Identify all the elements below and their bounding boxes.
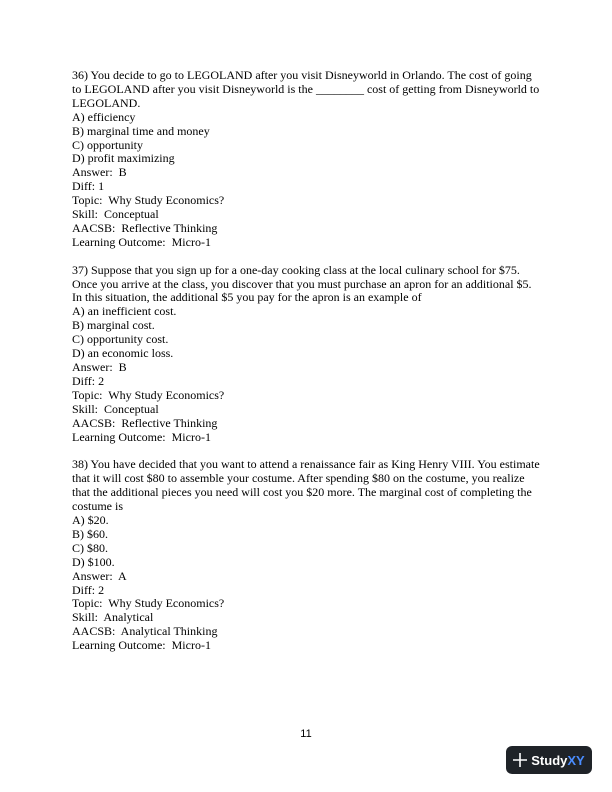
- page-number: 11: [300, 728, 312, 740]
- learning-outcome: Learning Outcome: Micro-1: [72, 638, 211, 653]
- answer-key: Answer: B: [72, 360, 127, 375]
- logo-text-main: Study: [531, 752, 568, 768]
- aacsb: AACSB: Reflective Thinking: [72, 415, 218, 430]
- difficulty: Diff: 2: [72, 373, 105, 388]
- question-stem: 38) You have decided that you want to attend a renaissance fair as King Henry VIII. You estimate that it will cost $80 to assemble your costume. After spending $80 on the costume, you realize that the additional pieces you need will cost you $20 more. The marginal cost of completing the costume is: [72, 457, 540, 514]
- answer-key: Answer: A: [72, 568, 127, 583]
- learning-outcome: Learning Outcome: Micro-1: [72, 234, 211, 249]
- answer-option: D) $100.: [72, 554, 115, 569]
- logo-text-accent: XY: [567, 752, 585, 768]
- answer-option: B) marginal time and money: [72, 123, 210, 138]
- answer-option: B) marginal cost.: [72, 318, 155, 333]
- question-stem: 36) You decide to go to LEGOLAND after you visit Disneyworld in Orlando. The cost of going to LEGOLAND after you visit Disneyworld is the ________ cost of getting from Disneyworld to LEGOLAND.: [72, 68, 540, 110]
- topic: Topic: Why Study Economics?: [72, 193, 225, 208]
- answer-option: C) opportunity: [72, 137, 143, 152]
- studyxy-logo[interactable]: [506, 746, 592, 774]
- topic: Topic: Why Study Economics?: [72, 596, 225, 611]
- question-38: [72, 458, 542, 653]
- difficulty: Diff: 2: [72, 582, 105, 597]
- learning-outcome: Learning Outcome: Micro-1: [72, 429, 211, 444]
- answer-key: Answer: B: [72, 165, 127, 180]
- answer-option: A) $20.: [72, 512, 109, 527]
- answer-option: D) profit maximizing: [72, 151, 175, 166]
- skill: Skill: Conceptual: [72, 207, 159, 222]
- question-37: [72, 264, 542, 445]
- logo-text: [531, 753, 584, 768]
- answer-option: A) an inefficient cost.: [72, 304, 177, 319]
- answer-option: C) $80.: [72, 540, 108, 555]
- question-stem: 37) Suppose that you sign up for a one-day cooking class at the local culinary school for $75. Once you arrive at the class, you discover that you must purchase an apron for an additional $5. In this situation, the additional $5 you pay for the apron is an example of: [72, 262, 532, 305]
- aacsb: AACSB: Analytical Thinking: [72, 624, 218, 639]
- skill: Skill: Conceptual: [72, 401, 159, 416]
- answer-option: D) an economic loss.: [72, 346, 174, 361]
- answer-option: B) $60.: [72, 526, 108, 541]
- topic: Topic: Why Study Economics?: [72, 387, 225, 402]
- skill: Skill: Analytical: [72, 610, 154, 625]
- answer-option: A) efficiency: [72, 109, 136, 124]
- answer-option: C) opportunity cost.: [72, 332, 169, 347]
- plus-sparkle-icon: [513, 753, 527, 767]
- question-36: [72, 69, 542, 250]
- difficulty: Diff: 1: [72, 179, 105, 194]
- document-body: [72, 69, 542, 667]
- aacsb: AACSB: Reflective Thinking: [72, 220, 218, 235]
